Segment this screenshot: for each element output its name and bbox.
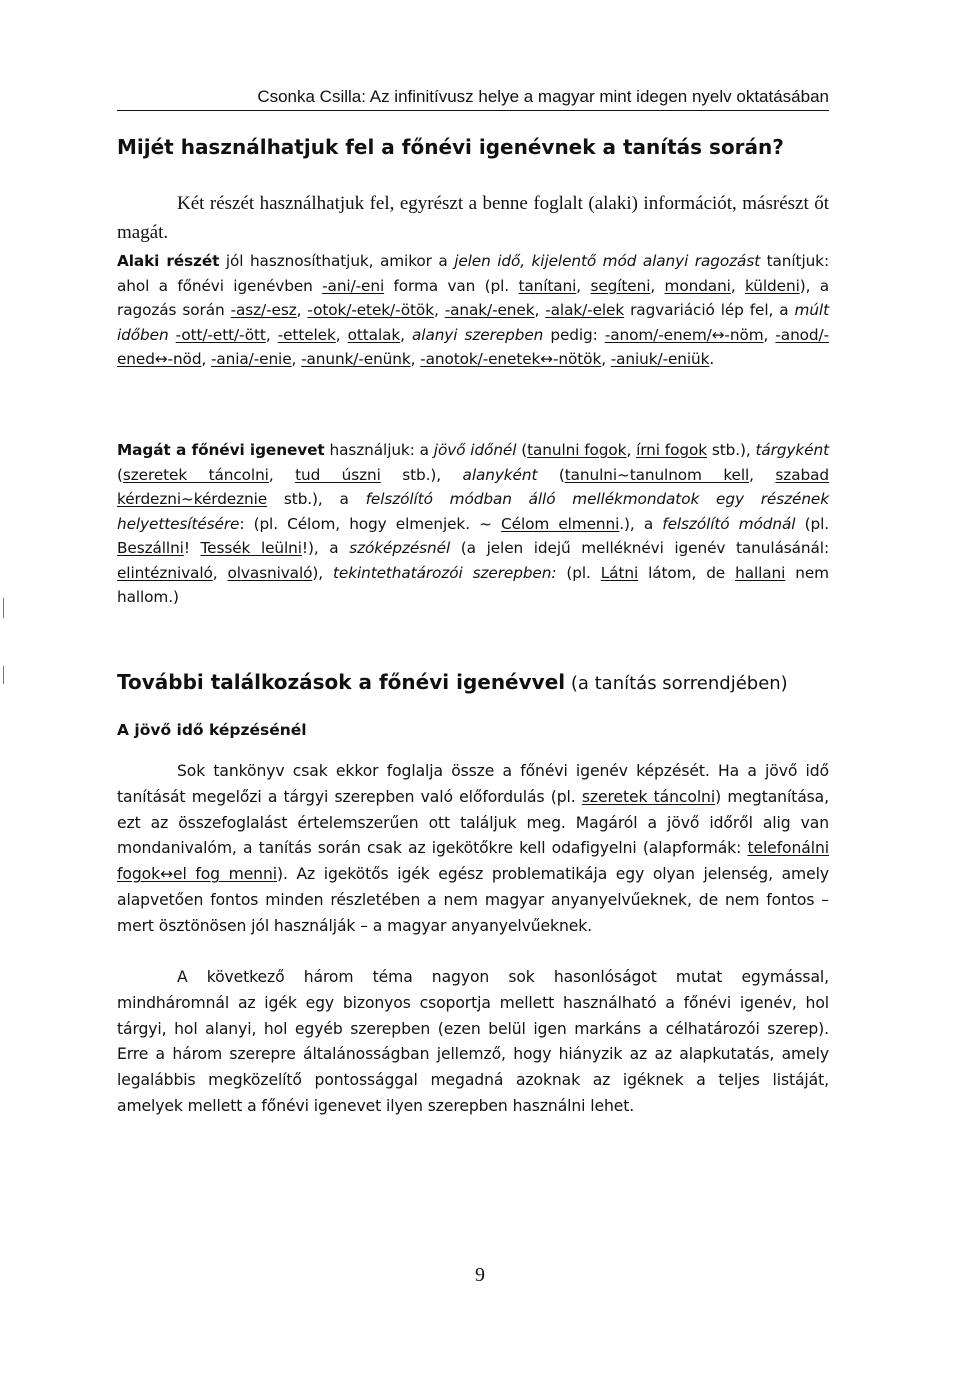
magat-lead: Magát a főnévi igenevet	[117, 441, 325, 459]
three-topics-paragraph: A következő három téma nagyon sok hasonlóságot mutat egymással, mindháromnál az igék egy bizonyos csoportja mellett használható a főnévi igenév, hol tárgyi, hol alanyi, hol egyéb szerepben (ezen belül igen markáns a célhatározói szerep). Erre a három szerepre általánosságban jellemző, hogy hiányzik az az alapkutatás, amely legalábbis megközelítő pontossággal megadná azoknak az igéknek a teljes listáját, amelyek mellett a főnévi igenevet ilyen szerepben használni lehet.	[117, 968, 829, 1115]
scan-margin-mark	[3, 598, 4, 618]
section-heading-2: További találkozások a főnévi igenévvel (a tanítás sorrendjében)	[117, 670, 788, 694]
subsection-heading: A jövő idő képzésénél	[117, 721, 307, 739]
page-number: 9	[475, 1264, 485, 1286]
running-header: Csonka Csilla: Az infinitívusz helye a magyar mint idegen nyelv oktatásában	[117, 86, 829, 111]
scan-margin-mark	[3, 666, 4, 684]
future-tense-paragraph: Sok tankönyv csak ekkor foglalja össze a főnévi igenév képzését. Ha a jövő idő tanítását megelőzi a tárgyi szerepben való előfordulás (pl. szeretek táncolni) megtanítása, ezt az összefoglalást értelemszerűen ott találjuk meg. Magáról a jövő időről alig van mondanivalóm, a tanítás során csak az igekötőkre kell odafigyelni (alapformák: telefonálni fogok↔el fog menni). Az igekötős igék egész problematikája egy olyan jelenség, amely alapvetően fontos minden részletében a nem magyar anyanyelvűeknek, de nem fontos – mert ösztönösen jól használják – a magyar anyanyelvűeknek.	[117, 762, 829, 935]
section-heading-1: Mijét használhatjuk fel a főnévi igenévnek a tanítás során?	[117, 135, 784, 159]
alaki-lead: Alaki részét	[117, 252, 220, 270]
alaki-paragraph: Alaki részét jól hasznosíthatjuk, amikor a jelen idő, kijelentő mód alanyi ragozást tanítjuk: ahol a főnévi igenévben -ani/-eni forma van (pl. tanítani, segíteni, mondani, küldeni), a ragozás során -asz/-esz, -otok/-etek/-ötök, -anak/-enek, -alak/-elek ragvariáció lép fel, a múlt időben -ott/-ett/-ött, -ettelek, ottalak, alanyi szerepben pedig: -anom/-enem/↔-nöm, -anod/-ened↔-nöd, -ania/-enie, -anunk/-enünk, -anotok/-enetek↔-nötök, -aniuk/-eniük.	[117, 252, 830, 368]
magat-paragraph: Magát a főnévi igenevet használjuk: a jövő időnél (tanulni fogok, írni fogok stb.), tárgyként (szeretek táncolni, tud úszni stb.), alanyként (tanulni~tanulnom kell, szabad kérdezni~kérdeznie stb.), a felszólító módban álló mellékmondatok egy részének helyettesítésére: (pl. Célom, hogy elmenjek. ~ Célom elmenni.), a felszólító módnál (pl. Beszállni! Tessék leülni!), a szóképzésnél (a jelen idejű melléknévi igenév tanulásánál: elintéznivaló, olvasnivaló), tekintethatározói szerepben: (pl. Látni látom, de hallani nem hallom.)	[117, 441, 830, 606]
intro-paragraph: Két részét használhatjuk fel, egyrészt a benne foglalt (alaki) információt, másrészt őt magát.	[117, 193, 829, 243]
